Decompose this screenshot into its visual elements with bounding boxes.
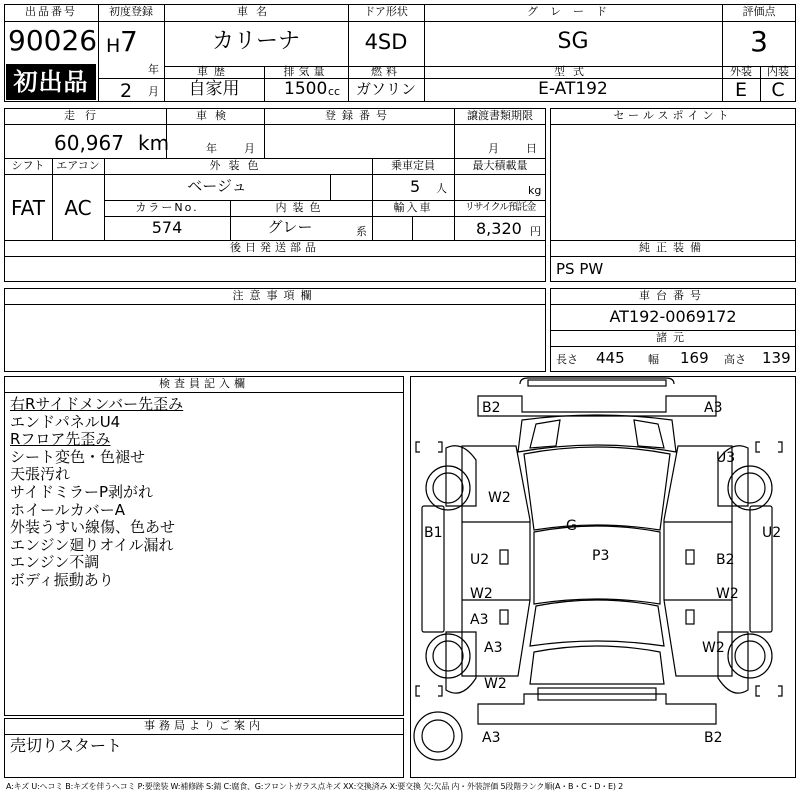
inspector-notes xyxy=(10,396,183,590)
office-label: 事務局よりご案内 xyxy=(144,719,264,732)
width-label: 幅 xyxy=(648,353,659,366)
import-label: 輸入車 xyxy=(393,201,433,214)
capacity-unit: 人 xyxy=(436,182,447,195)
note-line: サイドミラーP剥がれ xyxy=(10,482,153,501)
mileage: 60,967 xyxy=(54,131,124,155)
lot-number-label: 出品番号 xyxy=(25,5,77,18)
shift: FAT xyxy=(10,196,45,220)
note-line: シート変色・色褪せ xyxy=(10,447,146,466)
transfer-day-unit: 日 xyxy=(526,142,537,155)
model-code: E-AT192 xyxy=(538,79,608,99)
first-listing-badge: 初出品 xyxy=(6,64,96,100)
height: 139 xyxy=(762,349,791,367)
car-name-label: 車名 xyxy=(237,5,275,18)
office-note: 売切りスタート xyxy=(10,736,123,755)
grade-label: グレード xyxy=(527,5,619,18)
transfer-deadline-label: 譲渡書類期限 xyxy=(467,109,533,122)
car-name: カリーナ xyxy=(211,29,300,54)
color-number-label: カラーNo. xyxy=(135,201,199,214)
damage-code: B2 xyxy=(704,730,723,746)
damage-code: U3 xyxy=(716,450,736,466)
exterior-grade-label: 外装 xyxy=(730,65,752,78)
chassis-number-label: 車台番号 xyxy=(639,289,707,302)
history: 自家用 xyxy=(188,79,240,99)
damage-code: W2 xyxy=(470,586,493,602)
length-label: 長さ xyxy=(556,353,578,366)
damage-code: A3 xyxy=(482,730,501,746)
exterior-color-label: 外装色 xyxy=(209,159,267,172)
displacement-unit: cc xyxy=(328,85,341,98)
month-unit: 月 xyxy=(148,85,159,98)
color-number: 574 xyxy=(151,218,183,237)
inspection-year-unit: 年 xyxy=(206,142,217,155)
damage-code: W2 xyxy=(702,640,725,656)
dimensions-label: 諸元 xyxy=(656,331,690,344)
note-line: ボディ振動あり xyxy=(10,570,114,589)
note-line: ホイールカバーA xyxy=(10,500,125,519)
transfer-month-unit: 月 xyxy=(488,142,499,155)
genuine-equipment: PS PW xyxy=(556,260,604,278)
displacement-label: 排気量 xyxy=(283,65,329,78)
interior-color-label: 内装色 xyxy=(275,201,327,214)
recycle-deposit-unit: 円 xyxy=(530,225,541,238)
exterior-color: ベージュ xyxy=(187,177,247,195)
max-load-unit: kg xyxy=(528,184,542,197)
legend: A:キズ U:ヘコミ B:キズを伴うヘコミ P:要塗装 W:補修跡 S:錆 C:腐食、G:フロントガラス点キズ XX:交換済み X:要交換 欠:欠品 内・外装評価 5段階ランク順(A・B・C・D・E) 2 xyxy=(6,782,624,791)
sales-point-label: セールスポイント xyxy=(613,109,733,122)
first-registration-era: H xyxy=(106,35,121,57)
recycle-deposit-label: リサイクル預託金 xyxy=(464,202,536,213)
capacity-label: 乗車定員 xyxy=(391,159,435,172)
displacement: 1500 xyxy=(284,79,328,99)
interior-grade: C xyxy=(771,79,785,101)
first-registration-month: 2 xyxy=(120,80,133,102)
inspection-month-unit: 月 xyxy=(244,142,255,155)
fuel: ガソリン xyxy=(355,80,416,98)
damage-code: A3 xyxy=(470,612,489,628)
note-line: エンジン廻りオイル漏れ xyxy=(10,535,174,554)
interior-color: グレー xyxy=(267,218,313,236)
damage-code: B2 xyxy=(716,552,735,568)
note-line: 外装うすい線傷、色あせ xyxy=(10,518,176,537)
interior-grade-label: 内装 xyxy=(767,65,789,78)
shift-label: シフト xyxy=(11,159,45,172)
exterior-grade: E xyxy=(734,79,747,101)
first-registration-year: 7 xyxy=(120,25,138,58)
damage-map xyxy=(410,376,796,778)
length: 445 xyxy=(596,349,625,367)
note-line: 天張汚れ xyxy=(10,465,71,484)
history-label: 車歴 xyxy=(197,65,231,78)
damage-code: P3 xyxy=(592,548,610,564)
genuine-equipment-label: 純正装備 xyxy=(639,241,707,254)
damage-code: U2 xyxy=(762,525,782,541)
aircon: AC xyxy=(64,196,92,220)
fuel-label: 燃料 xyxy=(371,65,401,78)
damage-code: W2 xyxy=(716,586,739,602)
recycle-deposit: 8,320 xyxy=(476,219,522,238)
damage-code: G xyxy=(566,518,577,534)
chassis-number: AT192-0069172 xyxy=(609,307,737,326)
max-load-label: 最大積載量 xyxy=(472,159,528,172)
note-line: エンドパネルU4 xyxy=(10,412,121,431)
damage-code: W2 xyxy=(484,676,507,692)
later-parts-label: 後日発送部品 xyxy=(230,241,320,254)
height-label: 高さ xyxy=(724,353,746,366)
score-label: 評価点 xyxy=(742,5,776,18)
mileage-unit: km xyxy=(138,131,170,155)
year-unit: 年 xyxy=(148,63,159,76)
score: 3 xyxy=(750,25,768,58)
inspector-label: 検査員記入欄 xyxy=(159,377,249,390)
note-line: 右Rサイドメンバー先歪み xyxy=(10,395,184,413)
door-type-label: ドア形状 xyxy=(364,5,408,18)
damage-code: W2 xyxy=(488,490,511,506)
note-line: Rフロア先歪み xyxy=(10,430,111,449)
model-code-label: 型式 xyxy=(554,65,592,78)
first-registration-label: 初度登録 xyxy=(109,5,153,18)
damage-code: B1 xyxy=(424,525,443,541)
damage-code: U2 xyxy=(470,552,490,568)
width: 169 xyxy=(680,349,709,367)
damage-code: A3 xyxy=(484,640,503,656)
lot-number: 90026 xyxy=(8,24,98,57)
caution-label: 注意事項欄 xyxy=(232,289,318,302)
inspection-label: 車検 xyxy=(196,109,234,122)
aircon-label: エアコン xyxy=(56,159,100,172)
plate-number-label: 登録番号 xyxy=(325,109,393,122)
mileage-label: 走行 xyxy=(64,109,106,122)
damage-code: A3 xyxy=(704,400,723,416)
interior-color-unit: 系 xyxy=(356,225,367,238)
capacity: 5 xyxy=(410,177,421,196)
grade: SG xyxy=(557,29,589,54)
note-line: エンジン不調 xyxy=(10,553,100,572)
damage-code: B2 xyxy=(482,400,501,416)
door-type: 4SD xyxy=(364,30,408,54)
